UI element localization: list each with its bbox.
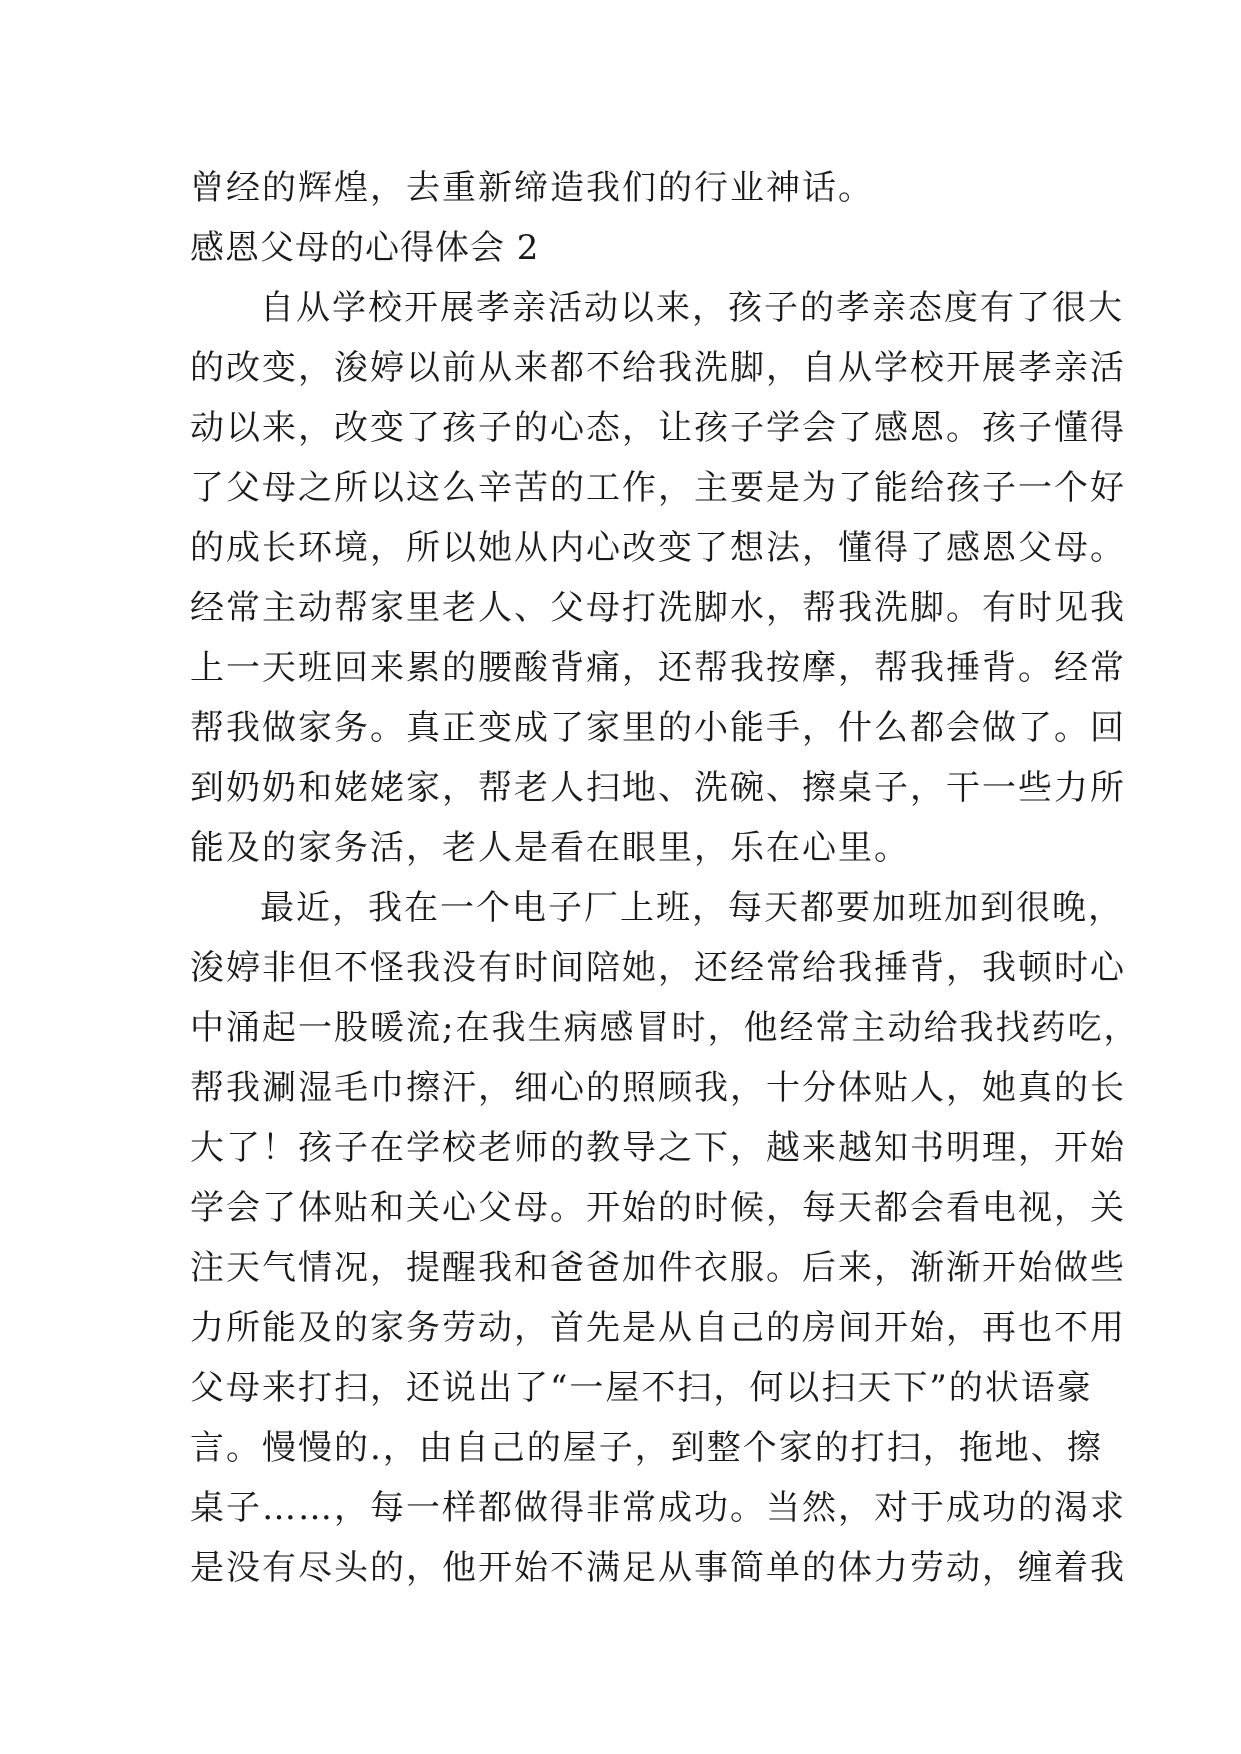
paragraph-line: 能及的家务活，老人是看在眼里，乐在心里。 <box>190 828 910 868</box>
section-heading: 感恩父母的心得体会 2 <box>190 228 540 268</box>
paragraph-line: 力所能及的家务劳动，首先是从自己的房间开始，再也不用 <box>190 1308 1126 1348</box>
paragraph-line: 上一天班回来累的腰酸背痛，还帮我按摩，帮我捶背。经常 <box>190 648 1126 688</box>
paragraph-line: 浚婷非但不怪我没有时间陪她，还经常给我捶背，我顿时心 <box>190 948 1126 988</box>
paragraph-line: 父母来打扫，还说出了“一屋不扫，何以扫天下”的状语豪 <box>190 1368 1093 1408</box>
paragraph-line: 自从学校开展孝亲活动以来，孩子的孝亲态度有了很大 <box>260 288 1124 328</box>
intro-line: 曾经的辉煌，去重新缔造我们的行业神话。 <box>190 168 874 208</box>
paragraph-line: 最近，我在一个电子厂上班，每天都要加班加到很晚， <box>260 888 1124 928</box>
paragraph-line: 动以来，改变了孩子的心态，让孩子学会了感恩。孩子懂得 <box>190 408 1126 448</box>
paragraph-line: 了父母之所以这么辛苦的工作，主要是为了能给孩子一个好 <box>190 468 1126 508</box>
paragraph-line: 帮我做家务。真正变成了家里的小能手，什么都会做了。回 <box>190 708 1126 748</box>
paragraph-1 <box>190 278 1126 878</box>
paragraph-line: 中涌起一股暖流;在我生病感冒时，他经常主动给我找药吃， <box>190 1008 1140 1048</box>
document-body <box>190 158 1140 1598</box>
paragraph-line: 注天气情况，提醒我和爸爸加件衣服。后来，渐渐开始做些 <box>190 1248 1126 1288</box>
paragraph-line: 大了！孩子在学校老师的教导之下，越来越知书明理，开始 <box>190 1128 1126 1168</box>
paragraph-line: 学会了体贴和关心父母。开始的时候，每天都会看电视，关 <box>190 1188 1126 1228</box>
paragraph-line: 帮我涮湿毛巾擦汗，细心的照顾我，十分体贴人，她真的长 <box>190 1068 1126 1108</box>
paragraph-line: 言。慢慢的.，由自己的屋子，到整个家的打扫，拖地、擦 <box>190 1428 1103 1468</box>
paragraph-2 <box>190 878 1140 1598</box>
paragraph-line: 桌子……，每一样都做得非常成功。当然，对于成功的渴求 <box>190 1488 1126 1528</box>
paragraph-line: 经常主动帮家里老人、父母打洗脚水，帮我洗脚。有时见我 <box>190 588 1126 628</box>
paragraph-line: 到奶奶和姥姥家，帮老人扫地、洗碗、擦桌子，干一些力所 <box>190 768 1126 808</box>
paragraph-line: 的改变，浚婷以前从来都不给我洗脚，自从学校开展孝亲活 <box>190 348 1126 388</box>
paragraph-line: 是没有尽头的，他开始不满足从事简单的体力劳动，缠着我 <box>190 1548 1126 1588</box>
paragraph-line: 的成长环境，所以她从内心改变了想法，懂得了感恩父母。 <box>190 528 1126 568</box>
